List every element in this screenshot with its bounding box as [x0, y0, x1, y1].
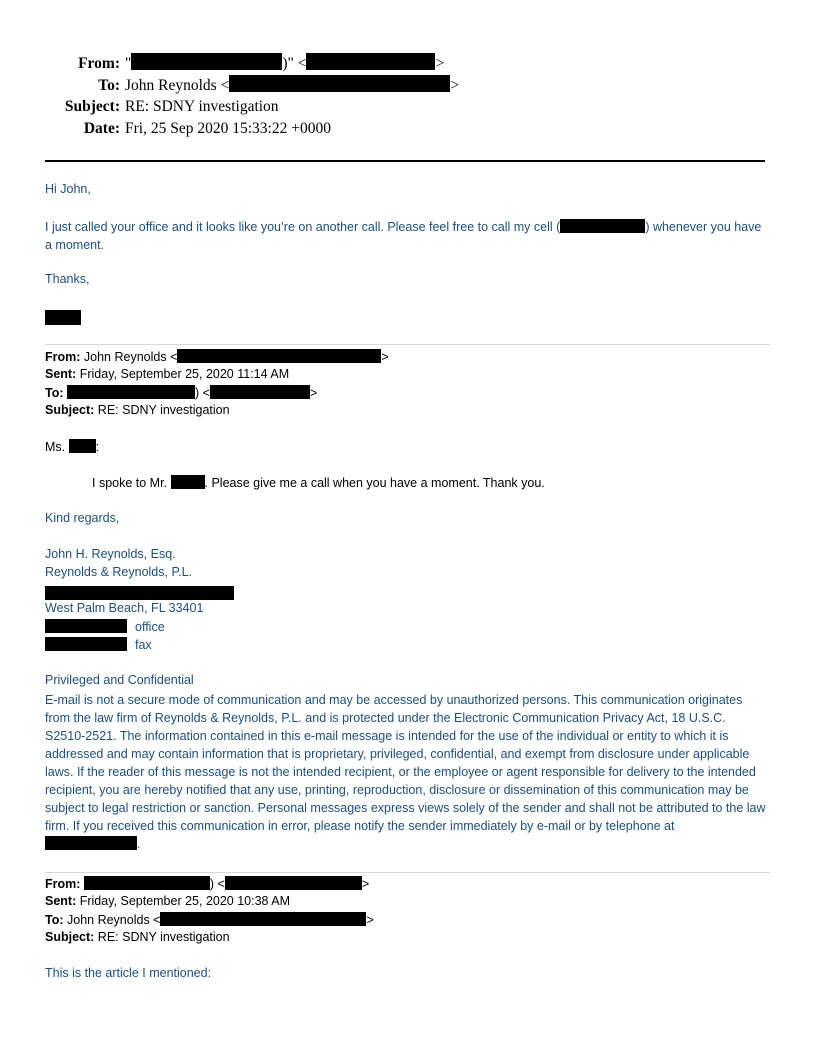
msg2-sent-label: Sent: — [45, 367, 77, 381]
header-divider — [45, 160, 765, 162]
redaction-box — [45, 619, 127, 633]
msg3-from-mid: ) < — [209, 877, 225, 891]
msg2-subject-label: Subject: — [45, 403, 95, 417]
header-date-row — [0, 119, 331, 139]
header-date-value: Fri, 25 Sep 2020 15:33:22 +0000 — [125, 120, 331, 137]
signature-fax-row — [45, 637, 152, 652]
reply-thanks: Thanks, — [45, 272, 90, 286]
msg2-sent-value: Friday, September 25, 2020 11:14 AM — [79, 367, 290, 381]
msg2-subject-row — [45, 403, 230, 417]
header-subject-label: Subject: — [64, 98, 120, 115]
msg2-body-end: . Please give me a call when you have a moment. Thank you. — [204, 476, 545, 490]
reply-body-end: ) whenever you have a moment. — [45, 220, 762, 252]
redaction-box — [131, 53, 282, 70]
msg2-salutation — [45, 439, 99, 454]
msg3-subject-row — [45, 930, 230, 944]
header-to-value: John Reynolds < — [125, 77, 230, 94]
msg2-to-mid: ) < — [195, 386, 210, 400]
msg3-to-value: John Reynolds < — [67, 913, 161, 927]
header-subject-value: RE: SDNY investigation — [125, 98, 279, 115]
msg2-to-row — [45, 385, 317, 400]
disclaimer-text: E-mail is not a secure mode of communication and may be accessed by unauthorized persons. This communication originates from the law firm of Reynolds & Reynolds, P.L. and is protected under the Electronic Communication Privacy Act, 18 U.S.C. S2510-2521. The information contained in this e-mail message is intended for the use of the individual or entity to which it is addressed and may contain information that is proprietary, privileged, confidential, and exempt from disclosure under applicable laws. If the reader of this message is not the intended recipient, or the employee or agent responsible for delivery to the intended recipient, you are hereby notified that any use, printing, reproduction, disclosure or dissemination of this communication may be subject to legal restriction or sanction. Personal messages express views solely of the sender and shall not be attributed to the law firm. If you received this communication in error, please notify the sender immediately by e-mail or by telephone at — [45, 693, 766, 833]
msg3-from-label: From: — [45, 877, 81, 891]
signature-office-row — [45, 619, 165, 634]
redaction-box — [160, 912, 366, 926]
header-date-label: Date: — [83, 120, 120, 137]
disclaimer-end: . — [137, 837, 141, 851]
message-separator — [45, 344, 770, 345]
msg2-body — [92, 475, 545, 490]
redaction-box — [45, 637, 127, 651]
msg2-from-row — [45, 349, 389, 364]
msg3-sent-value: Friday, September 25, 2020 10:38 AM — [79, 894, 291, 908]
msg3-subject-label: Subject: — [45, 930, 95, 944]
disclaimer-paragraph — [45, 691, 767, 853]
redaction-box — [84, 876, 210, 890]
msg3-to-row — [45, 912, 374, 927]
redaction-box — [177, 349, 381, 363]
msg2-salutation-start: Ms. — [45, 440, 69, 454]
redaction-box — [45, 836, 137, 850]
redaction-box — [210, 385, 310, 399]
redaction-box — [45, 310, 81, 325]
header-from-row — [0, 53, 444, 74]
msg3-body: This is the article I mentioned: — [45, 966, 212, 980]
signature-city: West Palm Beach, FL 33401 — [45, 601, 204, 615]
message-separator — [45, 872, 770, 873]
msg2-salutation-end: : — [95, 440, 100, 454]
msg3-sent-label: Sent: — [45, 894, 77, 908]
msg3-sent-row — [45, 894, 290, 908]
header-to-end: > — [450, 77, 460, 94]
signature-redaction — [45, 310, 81, 328]
header-from-label: From: — [78, 55, 120, 72]
redaction-box — [306, 53, 435, 70]
redaction-box — [225, 876, 362, 890]
msg2-subject-value: RE: SDNY investigation — [97, 403, 230, 417]
msg2-closing: Kind regards, — [45, 511, 120, 525]
redaction-box — [171, 475, 205, 489]
msg2-body-start: I spoke to Mr. — [92, 476, 171, 490]
msg3-subject-value: RE: SDNY investigation — [97, 930, 230, 944]
header-from-close: )" < — [282, 55, 307, 72]
header-from-end: > — [435, 55, 445, 72]
msg2-from-end: > — [381, 350, 389, 364]
reply-body — [45, 218, 765, 254]
signature-office-label: office — [135, 620, 165, 634]
privileged-title: Privileged and Confidential — [45, 673, 194, 687]
header-to-row — [0, 75, 459, 96]
header-to-label: To: — [98, 77, 120, 94]
signature-name: John H. Reynolds, Esq. — [45, 547, 176, 561]
msg2-from-label: From: — [45, 350, 81, 364]
redaction-box — [67, 385, 195, 399]
msg2-sent-row — [45, 367, 289, 381]
reply-greeting: Hi John, — [45, 182, 91, 196]
redaction-box — [560, 219, 645, 233]
signature-firm: Reynolds & Reynolds, P.L. — [45, 565, 193, 579]
msg3-from-end: > — [361, 877, 370, 891]
redaction-box — [229, 75, 450, 92]
header-from-quote: " — [125, 55, 132, 72]
redaction-box — [45, 586, 234, 600]
msg2-to-label: To: — [45, 386, 64, 400]
redaction-box — [69, 439, 96, 453]
header-subject-row — [0, 97, 279, 117]
msg3-from-row — [45, 876, 369, 891]
msg2-to-end: > — [309, 386, 318, 400]
msg3-to-label: To: — [45, 913, 64, 927]
reply-body-start: I just called your office and it looks like you’re on another call. Please feel free to call my cell ( — [45, 220, 561, 234]
msg2-from-value: John Reynolds < — [83, 350, 178, 364]
signature-fax-label: fax — [135, 638, 152, 652]
msg3-to-end: > — [366, 913, 374, 927]
